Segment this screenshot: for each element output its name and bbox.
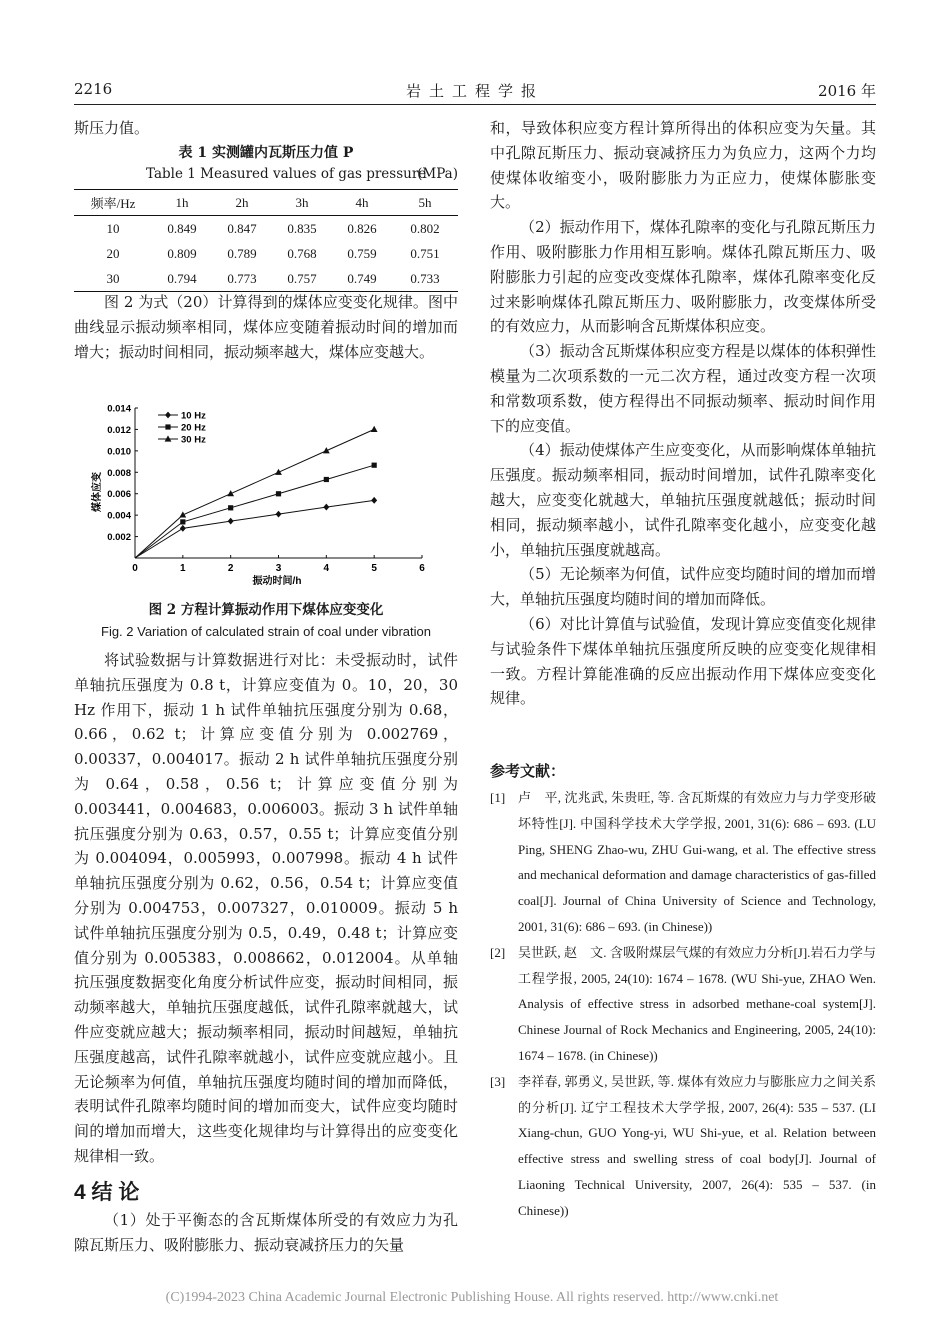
data-point (372, 463, 377, 468)
conclusions (490, 116, 876, 711)
page-number: 2216 (74, 80, 113, 98)
chart-axes (135, 408, 422, 558)
reference-list (490, 785, 876, 1224)
legend-label: 30 Hz (181, 434, 206, 446)
table-cell: 0.773 (227, 270, 257, 286)
reference-text: 吴世跃, 赵 文. 含吸附煤层气煤的有效应力分析[J].岩石力学与工程学报, 2005, 24(10): 1674 – 1678. (WU Shi-yue, ZHAO Wen. Analysis of effective stress in adsorbed methane-coal system[J]. Chinese Journal of Rock Mechanics and Engineering, 2005, 24(10): 1674 – 1678. (in Chinese)) (518, 944, 876, 1063)
table-header-cell: 2h (235, 194, 249, 210)
table-cell: 0.826 (347, 220, 377, 236)
data-point (179, 511, 186, 517)
reference-item (490, 785, 876, 940)
data-point (371, 426, 378, 432)
x-tick-label: 0 (132, 563, 138, 574)
table-caption-cn: 表 1 实测罐内瓦斯压力值 P (178, 145, 354, 161)
table-header-cell: 4h (355, 194, 369, 210)
conclusion-5: （5）无论频率为何值，试件应变均随时间的增加而增大，单轴抗压强度均随时间的增加而降低。 (490, 565, 876, 609)
header-rule (74, 104, 876, 105)
conclusion-1-end: 和，导致体积应变方程计算所得出的体积应变为矢量。其中孔隙瓦斯压力、振动衰减挤压力为负应力，这两个力均使煤体收缩变小，吸附膨胀力为正应力，使煤体膨胀变大。 (490, 119, 876, 212)
table-row (74, 216, 458, 242)
intro-tail-text: 斯压力值。 (74, 119, 150, 137)
y-tick-label: 0.012 (107, 424, 131, 436)
table-cell: 0.751 (410, 245, 440, 261)
series-line (135, 465, 374, 558)
chart-series (135, 426, 378, 558)
y-tick-label: 0.008 (107, 467, 131, 479)
gas-pressure-table (74, 189, 458, 292)
conclusion-6: （6）对比计算值与试验值，发现计算应变值变化规律与试验条件下煤体单轴抗压强度所反映的应变变化规律相一致。方程计算能准确的反应出振动作用下煤体应变变化规律。 (490, 614, 876, 708)
table-header-cell: 1h (175, 194, 189, 210)
x-tick-label: 6 (419, 563, 425, 574)
table-cell: 20 (106, 245, 120, 261)
legend-label: 10 Hz (181, 410, 206, 422)
table-caption-en-text: Table 1 Measured values of gas pressure (146, 166, 427, 182)
conclusion-4: （4）振动使煤体产生应变变化，从而影响煤体单轴抗压强度。振动频率相同，振动时间增加，试件孔隙率变化越大，应变变化就越大，单轴抗压强度就越低；振动时间相同，振动频率越小，试件孔隙率变化越小，应变变化越小，单轴抗压强度就越高。 (490, 441, 876, 559)
figure-caption-cn: 图 2 方程计算振动作用下煤体应变变化 (148, 602, 384, 618)
comparison-paragraph (74, 648, 458, 1169)
y-tick-label: 0.004 (107, 510, 131, 522)
reference-number: [1] (490, 790, 506, 805)
conclusion-2: （2）振动作用下，煤体孔隙率的变化与孔隙瓦斯压力作用、吸附膨胀力作用相互影响。煤体孔隙瓦斯压力、吸附膨胀力引起的应变改变煤体孔隙率，煤体孔隙率变化反过来影响煤体孔隙瓦斯压力、吸附膨胀力，改变煤体所受的有效应力，从而影响含瓦斯煤体积应变。 (490, 218, 876, 336)
conclusion-1-start (74, 1208, 458, 1258)
intro-tail (74, 116, 458, 141)
reference-number: [3] (490, 1073, 506, 1089)
table-cell: 10 (106, 220, 120, 236)
table-row (74, 241, 458, 266)
y-tick-label: 0.010 (107, 446, 131, 458)
series-line (135, 500, 374, 558)
table-cell: 0.749 (347, 270, 377, 286)
data-point (227, 490, 234, 496)
table-cell: 0.849 (167, 220, 197, 236)
y-axis-label: 煤体应变 (92, 472, 103, 512)
table-row (74, 266, 458, 292)
x-axis-label: 振动时间/h (252, 576, 302, 587)
table-header-cell: 3h (295, 194, 309, 210)
reference-item (490, 940, 876, 1069)
table-cell: 0.809 (167, 245, 197, 261)
table-cell: 0.847 (227, 220, 257, 236)
section-heading: 4 结 论 (74, 1181, 140, 1204)
data-point (276, 511, 282, 518)
x-tick-label: 2 (227, 563, 234, 574)
reference-number: [2] (490, 944, 506, 960)
table-header-cell: 频率/Hz (90, 196, 136, 211)
journal-title: 岩土工程学报 (405, 82, 544, 100)
y-tick-label: 0.014 (107, 403, 131, 415)
legend-marker (165, 424, 170, 429)
chart-ticks (107, 404, 425, 575)
data-point (228, 505, 233, 510)
table-cell: 0.835 (287, 220, 317, 236)
reference-text: 卢 平, 沈兆武, 朱贵旺, 等. 含瓦斯煤的有效应力与力学变形破坏特性[J]. 中国科学技术大学学报, 2001, 31(6): 686 – 693. (LU Ping, SHENG Zhao-wu, ZHU Gui-wang, et al. The effective stress and mechanical deformation and damage characteristics of gas-filled coal[J]. Journal of China University of Science and Technology, 2001, 31(6): 686 – 693. (in Chinese)) (518, 790, 876, 934)
data-point (228, 518, 234, 525)
data-point (180, 525, 186, 532)
figure-description (74, 290, 458, 364)
table-unit: (MPa) (417, 166, 458, 182)
legend-label: 20 Hz (181, 422, 206, 434)
figure-description-text: 图 2 为式（20）计算得到的煤体应变变化规律。图中曲线显示振动频率相同，煤体应变随着振动时间的增加而增大；振动时间相同，振动频率越大，煤体应变越大。 (74, 293, 458, 361)
series-line (135, 429, 374, 558)
figure-caption-en: Fig. 2 Variation of calculated strain of coal under vibration (101, 624, 431, 639)
strain-chart (80, 398, 440, 590)
y-tick-label: 0.006 (107, 489, 131, 501)
conclusion-3: （3）振动含瓦斯煤体积应变方程是以煤体的体积弹性模量为二次项系数的一元二次方程，通过改变方程一次项和常数项系数，使方程得出不同振动频率、振动时间作用下的应变值。 (490, 342, 876, 435)
table-caption-en (74, 166, 458, 186)
publication-year: 2016 年 (818, 82, 876, 100)
table-cell: 0.794 (167, 270, 197, 286)
table-cell: 30 (106, 270, 120, 286)
copyright-footer: (C)1994-2023 China Academic Journal Electronic Publishing House. All rights reserved. http://www.cnki.net (165, 1290, 779, 1305)
data-point (323, 504, 329, 511)
x-tick-label: 5 (371, 563, 377, 574)
y-tick-label: 0.002 (107, 532, 131, 544)
data-point (323, 447, 330, 453)
table-header-row (74, 190, 458, 216)
table-cell: 0.759 (347, 245, 377, 261)
x-tick-label: 4 (323, 563, 330, 574)
comparison-text: 将试验数据与计算数据进行对比：未受振动时，试件单轴抗压强度为 0.8 t，计算应变值为 0。10，20，30 Hz 作用下，振动 1 h 试件单轴抗压强度分别为 0.68，0.66，0.62 t；计算应变值分别为 0.002769，0.00337，0.004017。振动 2 h 试件单轴抗压强度分别为 0.64，0.58，0.56 t；计算应变值分别为 0.003441，0.004683，0.006003。振动 3 h 试件单轴抗压强度分别为 0.63，0.57，0.55 t；计算应变值分别为 0.004094，0.005993，0.007998。振动 4 h 试件单轴抗压强度分别为 0.62，0.56，0.54 t；计算应变值分别为 0.004753，0.007327，0.010009。振动 5 h 试件单轴抗压强度分别为 0.5，0.49，0.48 t；计算应变值分别为 0.005383，0.008662，0.012004。从单轴抗压强度数据变化角度分析试件应变，振动时间相同，振动频率越大，单轴抗压强度越低，试件孔隙率就越大，试件应变就应越大；振动频率相同，振动时间越短，单轴抗压强度越高，试件孔隙率就越小，试件应变就应越小。且无论频率为何值，单轴抗压强度均随时间的增加而降低，表明试件孔隙率均随时间的增加而变大，试件应变均随时间的增加而增大，这些变化规律均与计算得出的应变变化规律相一致。 (74, 651, 458, 1165)
data-point (324, 477, 329, 482)
table-cell: 0.733 (410, 270, 440, 286)
conclusion-1-start-text: （1）处于平衡态的含瓦斯煤体所受的有效应力为孔隙瓦斯压力、吸附膨胀力、振动衰减挤压力的矢量 (74, 1211, 458, 1254)
reference-text: 李祥春, 郭勇义, 吴世跃, 等. 煤体有效应力与膨胀应力之间关系的分析[J]. 辽宁工程技术大学学报, 2007, 26(4): 535 – 537. (LI Xiang-chun, GUO Yong-yi, WU Shi-yue, et al. Relation between effective stress and swelling stress of coal body[J]. Journal of Liaoning Technical University, 2007, 26(4): 535 – 537. (in Chinese)) (518, 1073, 876, 1218)
table-cell: 0.789 (227, 245, 257, 261)
table-cell: 0.768 (287, 245, 317, 261)
table-header-cell: 5h (418, 194, 432, 210)
data-point (371, 497, 377, 504)
table-cell: 0.802 (410, 220, 440, 236)
legend-marker (165, 412, 171, 419)
reference-item (490, 1069, 876, 1224)
x-tick-label: 1 (180, 563, 186, 574)
chart-legend (158, 411, 206, 446)
data-point (276, 491, 281, 496)
references-heading: 参考文献： (490, 762, 566, 780)
x-tick-label: 3 (275, 563, 282, 574)
table-cell: 0.757 (287, 270, 317, 286)
data-point (180, 519, 185, 524)
page-header (74, 80, 876, 104)
data-point (275, 469, 282, 475)
table-1 (74, 189, 458, 292)
